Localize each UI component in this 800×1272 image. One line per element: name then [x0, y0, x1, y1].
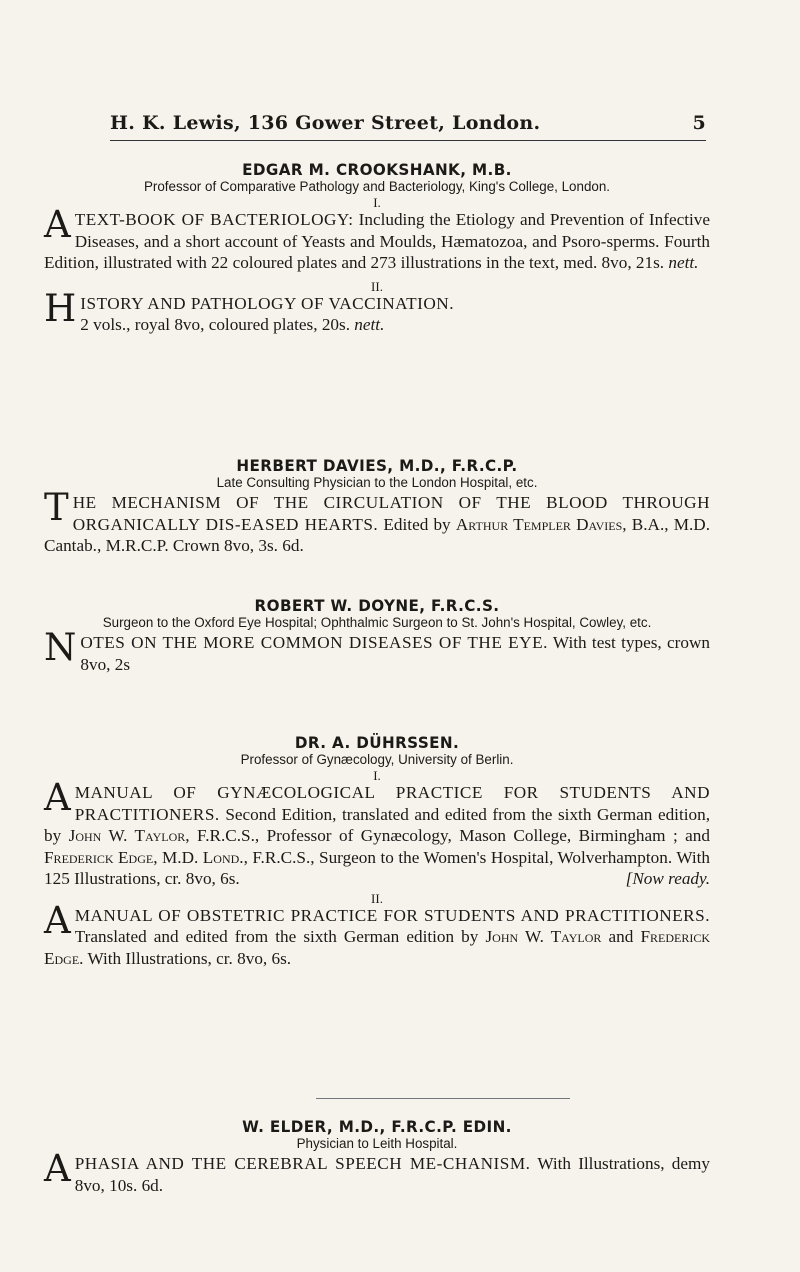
book-description: With test types, crown 8vo, 2s — [80, 633, 710, 674]
author-affiliation: Professor of Comparative Pathology and Bacteriology, King's College, London. — [143, 179, 611, 194]
author-affiliation: Late Consulting Physician to the London Hospital, etc. — [216, 475, 538, 490]
entry-number: II. — [371, 890, 383, 906]
drop-initial: A — [44, 898, 71, 942]
author-name: DR. A. DÜHRSSEN. — [294, 733, 460, 752]
book-description-cont: , F.R.C.S., Professor of Gynæcology, Mason College, Birmingham ; and — [185, 826, 710, 845]
book-description: Second Edition, translated and edited from the sixth German edition, by — [44, 804, 710, 845]
translator-name: John W. Taylor — [485, 927, 602, 946]
author-name: EDGAR M. CROOKSHANK, M.B. — [242, 160, 512, 179]
book-title: MANUAL OF OBSTETRIC PRACTICE FOR STUDENTS AND PRACTITIONERS. — [74, 905, 710, 925]
author-name: HERBERT DAVIES, M.D., F.R.C.P. — [236, 456, 518, 475]
section-rule — [316, 1098, 570, 1099]
author-affiliation: Surgeon to the Oxford Eye Hospital; Ophthalmic Surgeon to St. John's Hospital, Cowley, etc. — [102, 615, 652, 630]
translator-name: Frederick Edge — [44, 927, 711, 968]
translator-name: John W. Taylor — [68, 826, 186, 845]
degree-abbrev: Lond. — [202, 847, 244, 867]
entry-number: I. — [373, 768, 381, 783]
book-entry — [44, 626, 710, 675]
book-description-cont: and — [608, 927, 634, 946]
book-description-cont: , M.D. — [153, 847, 199, 867]
book-description: 2 vols., royal 8vo, coloured plates, 20s. — [80, 315, 350, 334]
price-note: nett. — [354, 315, 385, 334]
book-description: With Illustrations, demy 8vo, 10s. 6d. — [74, 1154, 710, 1195]
book-description-cont: . With Illustrations, cr. 8vo, 6s. — [79, 948, 292, 968]
book-title: OTES ON THE MORE COMMON DISEASES OF THE EYE. — [80, 633, 548, 652]
entry-number: I. — [373, 195, 381, 210]
book-description: Edited by — [383, 514, 451, 534]
section-duhrssen — [44, 733, 710, 969]
book-entry — [44, 203, 710, 274]
running-header — [110, 112, 706, 134]
author-name: W. ELDER, M.D., F.R.C.P. EDIN. — [242, 1117, 512, 1136]
section-elder — [44, 1117, 710, 1196]
book-title: PHASIA AND THE CEREBRAL SPEECH ME-CHANISM. — [74, 1154, 531, 1173]
running-title: H. K. Lewis, 136 Gower Street, London. — [110, 112, 541, 134]
section-doyne — [44, 596, 710, 675]
availability-status: [Now ready. — [625, 869, 710, 888]
book-title: ISTORY AND PATHOLOGY OF VACCINATION. — [80, 293, 455, 313]
book-entry — [44, 776, 710, 890]
book-description: Translated and edited from the sixth German edition by — [74, 927, 479, 946]
entry-number: II. — [371, 278, 383, 294]
drop-initial: A — [44, 1147, 71, 1190]
drop-initial: A — [44, 203, 71, 246]
section-crookshank — [44, 160, 710, 336]
page-number: 5 — [692, 112, 706, 134]
book-title: MANUAL OF GYNÆCOLOGICAL PRACTICE FOR STUDENTS AND PRACTITIONERS. — [74, 783, 710, 824]
drop-initial: N — [44, 626, 77, 669]
price-note: nett. — [668, 253, 699, 272]
book-description-cont: , F.R.C.S., Surgeon to the Women's Hospital, Wolverhampton. With 125 Illustrations, cr. 8vo, 6s. — [44, 847, 710, 888]
book-title: HE MECHANISM OF THE CIRCULATION OF THE BLOOD THROUGH ORGANICALLY DIS-EASED HEARTS. — [72, 493, 710, 534]
author-name: ROBERT W. DOYNE, F.R.C.S. — [254, 596, 500, 615]
drop-initial: A — [44, 776, 71, 819]
book-description: Including the Etiology and Prevention of Infective Diseases, and a short account of Yeasts and Moulds, Hæmatozoa, and Psoro-sperms. Fourth Edition, illustrated with 22 coloured plates and 273 illustrations in the text, med. 8vo, 21s. — [44, 210, 710, 272]
drop-initial: T — [44, 486, 69, 529]
book-entry — [44, 486, 711, 557]
drop-initial: H — [44, 286, 77, 330]
section-davies — [44, 456, 710, 557]
author-affiliation: Professor of Gynæcology, University of Berlin. — [240, 752, 514, 767]
book-description-cont: , B.A., M.D. Cantab., M.R.C.P. Crown 8vo, 3s. 6d. — [44, 514, 711, 555]
translator-name: Frederick Edge — [44, 847, 154, 867]
author-affiliation: Physician to Leith Hospital. — [296, 1136, 458, 1151]
editor-name: Arthur Templer Davies — [455, 514, 623, 534]
book-title: TEXT-BOOK OF BACTERIOLOGY: — [74, 210, 354, 229]
header-rule — [110, 140, 706, 141]
book-entry — [44, 1147, 710, 1196]
